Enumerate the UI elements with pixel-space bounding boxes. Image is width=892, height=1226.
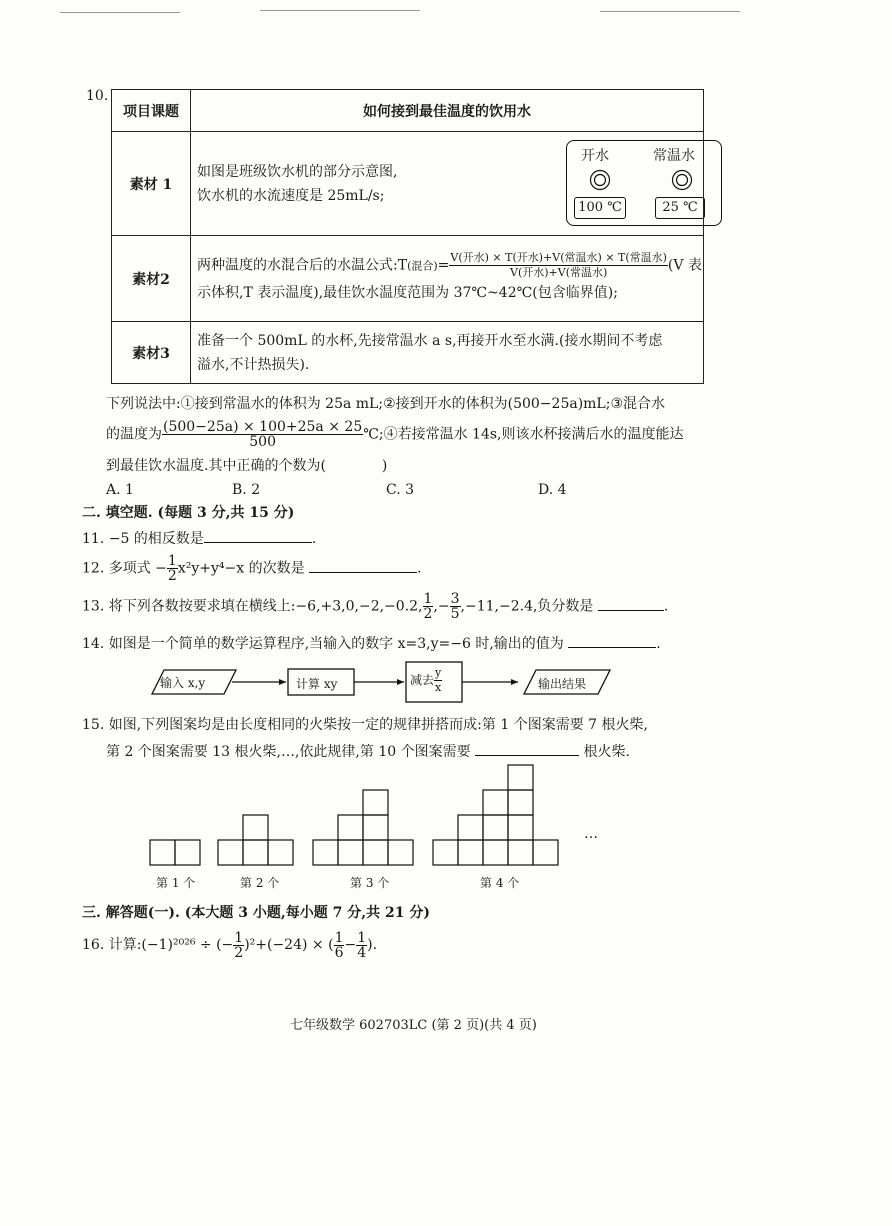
- q16-f2-num: 1: [334, 929, 344, 946]
- formula-lead: 两种温度的水混合后的水温公式:T: [197, 257, 408, 274]
- q15-line1: 15. 如图,下列图案均是由长度相同的火柴按一定的规律拼搭而成:第 1 个图案需要 7 根火柴,: [82, 717, 648, 733]
- q12-frac-den: 2: [167, 568, 177, 584]
- flow-calc-label: 计算 xy: [296, 677, 338, 691]
- flow-sub-fraction: [434, 666, 442, 695]
- q16-minus: −: [344, 937, 357, 953]
- flow-input-label: 输入 x,y: [160, 676, 206, 690]
- q16-f3-den: 4: [357, 944, 367, 961]
- pattern-2: [218, 815, 293, 865]
- q10-stem-line2: [106, 420, 684, 449]
- q12-lead: 12. 多项式 −: [82, 560, 167, 577]
- q15-line2-tail: 根火柴.: [583, 744, 630, 760]
- pattern-label-1: 第 1 个: [156, 876, 196, 890]
- flow-subtract-label: [410, 666, 442, 695]
- page-footer: 七年级数学 602703LC (第 2 页)(共 4 页): [290, 1018, 537, 1033]
- pattern-label-2: 第 2 个: [240, 876, 280, 890]
- q13-tail: ,−11,−2.4,负分数是: [460, 598, 594, 615]
- room-tap-icon: [671, 169, 693, 191]
- material-3-label: 素材3: [112, 322, 191, 384]
- material-2-text: 两种温度的水混合后的水温公式:T(混合)= $\frac{\text{V(开水) × T(开水)+V(常温水) × T(常温水)}}{\text{V(开水)+V(常温水)}}$ (V 表 示体积,T 表示温度),最佳饮水温度范围为 37℃~42℃(包含临界值);: [191, 236, 704, 322]
- pattern-4: [433, 765, 558, 865]
- scan-mark: [260, 10, 420, 11]
- temp-fraction: [162, 420, 363, 449]
- q11-text: 11. −5 的相反数是: [82, 531, 204, 547]
- q16-tail: ).: [367, 937, 378, 953]
- q13-f2-num: 3: [450, 591, 460, 607]
- material-1-label: 素材 1: [112, 132, 191, 236]
- q16-f2-den: 6: [334, 944, 344, 961]
- q13-f1-den: 2: [423, 606, 433, 622]
- q12-answer-blank[interactable]: [309, 558, 417, 573]
- temp-denominator: 500: [249, 434, 276, 450]
- stem2-tail: ℃;④若接常温水 14s,则该水杯接满后水的温度能达: [363, 426, 684, 443]
- option-b: B. 2: [232, 482, 261, 498]
- arrow-2-head: [397, 679, 404, 685]
- q14-answer-blank[interactable]: [568, 633, 656, 648]
- q13: 13. 将下列各数按要求填在横线上:−6,+3,0,−2,−0.2, $\frac{1}{2}$ ,− $\frac{3}{5}$ ,−11,−2.4,负分数是 .: [82, 591, 669, 622]
- hot-tap-icon: [589, 169, 611, 191]
- q12: 12. 多项式 − $\frac{1}{2}$ x²y+y⁴−x 的次数是 .: [82, 553, 422, 584]
- material-2-label: 素材2: [112, 236, 191, 322]
- option-c: C. 3: [386, 482, 415, 498]
- section-2-title: 二. 填空题. (每题 3 分,共 15 分): [82, 505, 295, 521]
- q10-stem-line1: 下列说法中:①接到常温水的体积为 25a mL;②接到开水的体积为(500−25a)mL;③混合水: [106, 396, 665, 412]
- pattern-ellipsis: …: [584, 826, 598, 842]
- q13-f2-den: 5: [450, 606, 460, 622]
- q16-fraction-3: [356, 931, 367, 960]
- q15-line2-lead: 第 2 个图案需要 13 根火柴,…,依此规律,第 10 个图案需要: [106, 744, 471, 760]
- pattern-label-3: 第 3 个: [350, 876, 390, 890]
- hot-temp-display: 100 ℃: [574, 197, 626, 219]
- q16-fraction-1: [233, 931, 244, 960]
- q14: 14. 如图是一个简单的数学运算程序,当输入的数字 x=3,y=−6 时,输出的值为 .: [82, 633, 661, 654]
- arrow-1-head: [279, 679, 286, 685]
- q16-f1-den: 2: [234, 944, 244, 961]
- formula-sub: (混合): [407, 259, 438, 273]
- option-d: D. 4: [538, 482, 567, 498]
- material-1-line2: 饮水机的水流速度是 25mL/s;: [197, 187, 385, 204]
- material-3-text: [191, 322, 704, 384]
- matchstick-patterns: [148, 764, 628, 868]
- q12-frac-num: 1: [167, 553, 177, 569]
- q15-line2: [106, 741, 630, 762]
- q16-f3-num: 1: [357, 929, 367, 946]
- mix-formula-fraction: [449, 251, 668, 280]
- room-water-label: 常温水: [653, 148, 695, 164]
- q12-tail: x²y+y⁴−x 的次数是: [177, 560, 305, 577]
- material-3-line2: 溢水,不计热损失).: [197, 356, 310, 373]
- q10-table: [111, 89, 704, 384]
- q13-mid: ,−: [433, 598, 450, 615]
- q14-text: 14. 如图是一个简单的数学运算程序,当输入的数字 x=3,y=−6 时,输出的值为: [82, 636, 564, 652]
- scan-mark: [600, 11, 740, 12]
- q11-answer-blank[interactable]: [204, 528, 312, 543]
- flow-sub-num: y: [435, 666, 442, 679]
- material-2-line2: 示体积,T 表示温度),最佳饮水温度范围为 37℃~42℃(包含临界值);: [197, 285, 618, 301]
- q13-fraction-2: [450, 592, 461, 621]
- header-label: 项目课题: [112, 90, 191, 132]
- room-temp-display: 25 ℃: [655, 197, 705, 219]
- material-1-line1: 如图是班级饮水机的部分示意图,: [197, 163, 398, 180]
- q11: 11. −5 的相反数是 .: [82, 528, 316, 549]
- q13-fraction-1: [423, 592, 434, 621]
- formula-tail: (V 表: [667, 257, 702, 274]
- mix-formula-denominator: V(开水)+V(常温水): [510, 266, 608, 279]
- q15-answer-blank[interactable]: [475, 741, 579, 756]
- option-a: A. 1: [106, 482, 134, 498]
- flow-output-label: 输出结果: [538, 677, 587, 691]
- q10-stem-line3: 到最佳饮水温度.其中正确的个数为( ): [106, 458, 388, 474]
- arrow-3-head: [511, 679, 518, 685]
- scan-mark: [60, 12, 180, 13]
- stem2-lead: 的温度为: [106, 426, 162, 443]
- q13-lead: 13. 将下列各数按要求填在横线上:−6,+3,0,−2,−0.2,: [82, 598, 423, 615]
- flow-sub-lead: 减去: [410, 673, 435, 687]
- flow-sub-den: x: [435, 681, 442, 694]
- q16: [82, 930, 377, 960]
- temp-numerator: (500−25a) × 100+25a × 25: [163, 419, 363, 435]
- water-dispenser-diagram: [566, 140, 722, 226]
- mix-formula-numerator: V(开水) × T(开水)+V(常温水) × T(常温水): [450, 251, 667, 264]
- q12-fraction: [167, 554, 178, 583]
- section-3-title: 三. 解答题(一). (本大题 3 小题,每小题 7 分,共 21 分): [82, 905, 430, 921]
- pattern-label-4: 第 4 个: [480, 876, 520, 890]
- q16-f1-num: 1: [234, 929, 244, 946]
- hot-water-label: 开水: [581, 148, 609, 164]
- header-title: 如何接到最佳温度的饮用水: [191, 90, 704, 132]
- q13-f1-num: 1: [423, 591, 433, 607]
- material-3-line1: 准备一个 500mL 的水杯,先接常温水 a s,再接开水至水满.(接水期间不考虑: [197, 332, 663, 349]
- q13-answer-blank[interactable]: [598, 596, 664, 611]
- q16-lead: 16. 计算:(−1)²⁰²⁶ ÷ (−: [82, 937, 234, 953]
- pattern-3: [313, 790, 413, 865]
- q10-number: 10.: [86, 88, 109, 104]
- q16-mid: )²+(−24) × (: [244, 937, 334, 953]
- pattern-1: [150, 840, 200, 865]
- q16-fraction-2: [334, 931, 345, 960]
